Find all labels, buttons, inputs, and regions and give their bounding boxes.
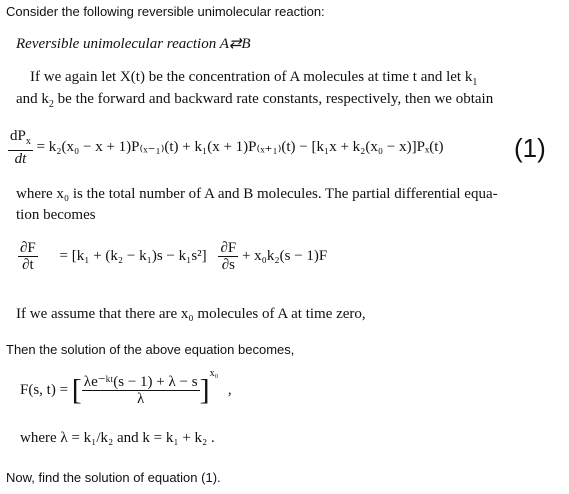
pde-lhs-num: ∂F xyxy=(20,240,36,256)
eq1-num-sub: x xyxy=(25,136,31,147)
eq1-numerator xyxy=(8,128,33,151)
eq1-num-text: dP xyxy=(10,128,26,144)
pde-equation xyxy=(18,240,327,273)
pde-lhs-den: ∂t xyxy=(22,257,34,273)
paragraph-1-line-2-a: and k xyxy=(16,91,49,107)
pde-rhs xyxy=(218,240,238,273)
solution-comma: , xyxy=(227,382,232,398)
final-instruction: Now, find the solution of equation (1). xyxy=(6,470,221,485)
eq1-rhs: = k₂(x₀ − x + 1)P₍ₓ₋₁₎(t) + k₁(x + 1)P₍ₓ₊₁₎(t) − [k₁x + k₂(x₀ − x)]Pₓ(t) xyxy=(36,138,444,155)
pde-mid: = [k₁ + (k₂ − k₁)s − k₁s²] xyxy=(59,247,207,264)
pde-tail: + x₀k₂(s − 1)F xyxy=(241,247,328,264)
left-bracket: [ xyxy=(71,373,82,407)
paragraph-2-line-2: tion becomes xyxy=(16,207,96,223)
solution-num: λe⁻ᵏᵗ(s − 1) + λ − s xyxy=(83,374,198,391)
k2-subscript: 2 xyxy=(48,99,54,110)
paragraph-1-line-2-b: be the forward and backward rate constants, respectively, then we obtain xyxy=(53,91,494,107)
solution-exponent: x₀ xyxy=(209,368,219,379)
paragraph-2-line-1: where x₀ is the total number of A and B molecules. The partial differential equa- xyxy=(16,186,498,202)
paragraph-1-line-2 xyxy=(16,91,493,110)
eq1-derivative xyxy=(8,128,33,167)
solution-lhs: F(s, t) = xyxy=(20,382,69,398)
pde-rhs-num: ∂F xyxy=(220,240,237,256)
reaction-heading: Reversible unimolecular reaction A⇄B xyxy=(16,36,251,52)
solution-den: λ xyxy=(137,391,145,408)
right-bracket: ] xyxy=(199,373,210,407)
k1-subscript: 1 xyxy=(472,77,478,88)
paragraph-3: If we assume that there are x₀ molecules of A at time zero, xyxy=(16,306,366,322)
pde-rhs-den: ∂s xyxy=(221,257,235,273)
paragraph-1-line-1 xyxy=(30,69,477,88)
intro-text: Consider the following reversible unimolecular reaction: xyxy=(6,4,325,19)
equation-1-label: (1) xyxy=(514,133,546,163)
solution-fraction xyxy=(82,374,200,407)
where-lambda: where λ = k₁/k₂ and k = k₁ + k₂ . xyxy=(20,430,215,446)
equation-1 xyxy=(8,128,443,167)
solution-intro: Then the solution of the above equation becomes, xyxy=(6,342,295,357)
paragraph-1-line-1-text: If we again let X(t) be the concentration of A molecules at time t and let k xyxy=(30,69,473,85)
eq1-denominator: dt xyxy=(14,151,27,167)
solution-equation xyxy=(20,368,232,408)
pde-lhs xyxy=(18,240,38,273)
